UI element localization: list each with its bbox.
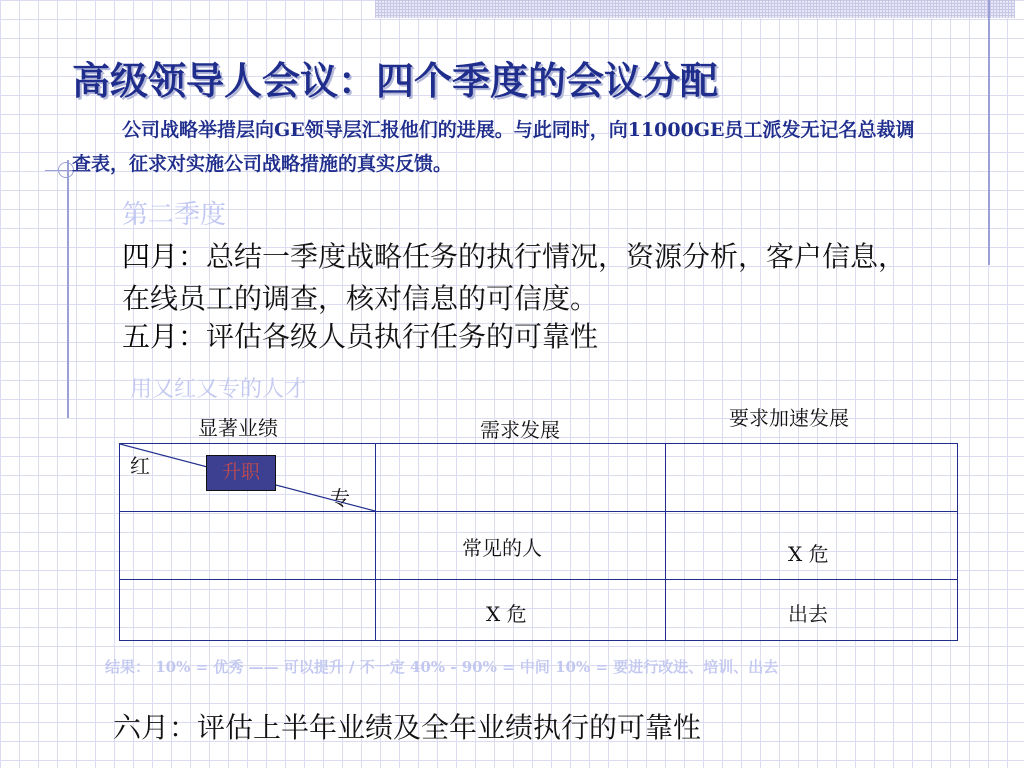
grid-cell-r2c3 — [666, 512, 958, 580]
grid-cell-r1c3 — [666, 444, 958, 512]
grid-cell-r1c1 — [120, 444, 376, 512]
decorative-corner-block — [375, 0, 1015, 18]
april-paragraph — [122, 236, 922, 320]
decorative-vertical-line-left — [67, 160, 69, 418]
faded-subtitle: 用又红又专的人才 — [130, 377, 307, 402]
label-risk-2: X 危 — [486, 602, 527, 626]
june-lead: 六月： — [113, 711, 198, 744]
column-header-development: 需求发展 — [480, 418, 560, 442]
promote-badge: 升职 — [206, 455, 276, 491]
grid-cell-r3c1 — [120, 580, 376, 641]
label-common-people: 常见的人 — [462, 536, 542, 560]
grid-cell-r3c3 — [666, 580, 958, 641]
slide-title: 高级领导人会议：四个季度的会议分配 — [72, 59, 719, 103]
decorative-vertical-line-right — [988, 0, 990, 265]
label-risk-1: X 危 — [788, 542, 829, 566]
grid-cell-r2c2 — [376, 512, 666, 580]
april-text: 总结一季度战略任务的执行情况，资源分析，客户信息，在线员工的调查，核对信息的可信度。 — [122, 240, 907, 315]
column-header-accelerated: 要求加速发展 — [729, 406, 849, 430]
result-note: 结果： 10% = 优秀 —— 可以提升 / 不一定 40% - 90% = 中间 10% = 要进行改进、培训、出去 — [105, 658, 779, 676]
intro-paragraph: 公司战略举措层向GE领导层汇报他们的进展。与此同时，向11000GE员工派发无记名总裁调查表，征求对实施公司战略措施的真实反馈。 — [72, 119, 915, 175]
april-lead: 四月： — [122, 240, 207, 273]
section-label-q2: 第二季度 — [122, 200, 227, 230]
june-text: 评估上半年业绩及全年业绩执行的可靠性 — [197, 711, 702, 744]
talent-grid — [119, 443, 958, 641]
grid-cell-r2c1 — [120, 512, 376, 580]
may-paragraph — [122, 316, 922, 358]
label-out: 出去 — [788, 602, 828, 626]
label-pro: 专 — [330, 486, 350, 510]
may-lead: 五月： — [122, 320, 207, 353]
column-header-performance: 显著业绩 — [198, 416, 278, 440]
grid-cell-r1c2 — [376, 444, 666, 512]
grid-cell-r3c2 — [376, 580, 666, 641]
june-paragraph — [113, 706, 701, 746]
label-red: 红 — [130, 454, 150, 478]
may-text: 评估各级人员执行任务的可靠性 — [206, 320, 599, 353]
